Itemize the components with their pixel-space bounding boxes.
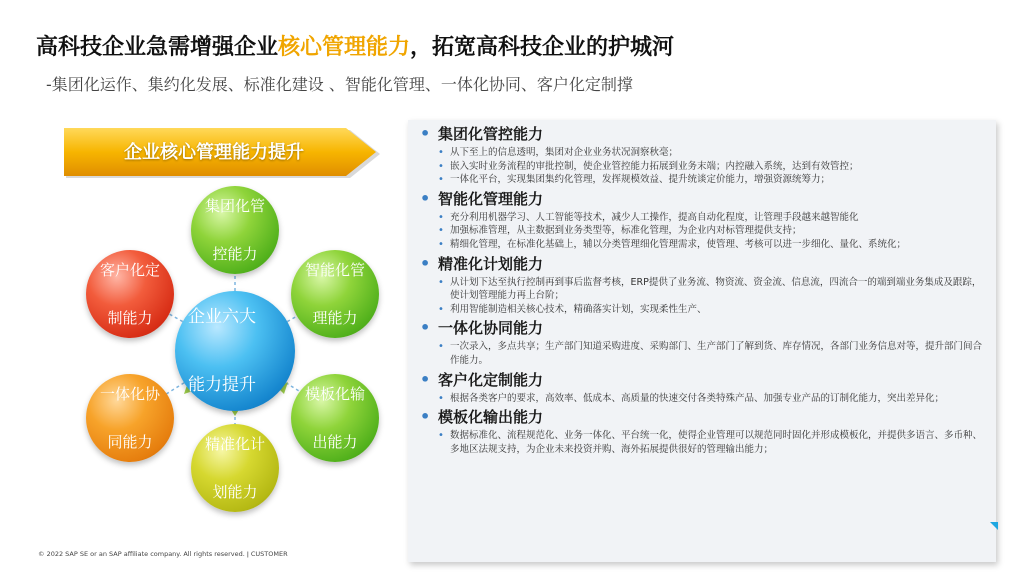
list-item: • 一体化平台，实现集团集约化管理，发挥规模效益、提升统谈定价能力，增强资源统筹力； (438, 173, 996, 187)
capability-diagram (70, 186, 400, 516)
node-intelligent-management-line1: 智能化管 (304, 261, 365, 279)
section-title: • 集团化管控能力 (438, 122, 996, 146)
node-group-control-line1: 集团化管 (204, 197, 265, 215)
node-template-output (291, 374, 379, 462)
title-highlight: 核心管理能力 (278, 35, 411, 60)
node-group-control (191, 186, 279, 274)
node-intelligent-management-line2: 理能力 (312, 309, 358, 327)
section-group-control (408, 122, 996, 187)
node-integrated-collaboration-line2: 同能力 (107, 433, 153, 451)
list-item: • 精细化管理，在标准化基础上，辅以分类管理细化管理需求，使管理、考核可以进一步细化、量化、系统化； (438, 238, 996, 252)
node-intelligent-management (291, 250, 379, 338)
title-suffix: ，拓宽高科技企业的护城河 (410, 35, 675, 60)
list-item: • 从下至上的信息透明，集团对企业业务状况洞察秋毫； (438, 146, 996, 160)
list-item: • 一次录入，多点共享；生产部门知道采购进度、采购部门、生产部门了解到货、库存情况，各部门业务信息对等，提升部门间合作能力。 (438, 340, 996, 367)
node-customer-customization-line1: 客户化定 (99, 261, 160, 279)
page-title (36, 30, 674, 61)
node-integrated-collaboration (86, 374, 174, 462)
list-item: • 嵌入实时业务流程的审批控制，使企业管控能力拓展到业务末端；内控融入系统，达到有效管控； (438, 160, 996, 174)
node-center-line1: 企业六大 (188, 307, 256, 327)
node-center (175, 291, 295, 411)
section-title: • 智能化管理能力 (438, 187, 996, 211)
list-item: • 数据标准化、流程规范化、业务一体化、平台统一化，使得企业管理可以规范同时固化并形成模板化，并提供多语言、多币种、多地区法规支持，为企业未来投资并购、海外拓展提供很好的管理输出能力； (438, 429, 996, 456)
capability-details-panel (408, 120, 996, 562)
title-prefix: 高科技企业急需增强企业 (36, 35, 279, 60)
page-subtitle: -集团化运作、集约化发展、标准化建设 、智能化管理、一体化协同、客户化定制撑 (46, 75, 633, 94)
node-template-output-line2: 出能力 (312, 433, 358, 451)
node-customer-customization-line2: 制能力 (107, 309, 153, 327)
section-title: • 模板化输出能力 (438, 405, 996, 429)
section-intelligent-management (408, 187, 996, 252)
section-title: • 一体化协同能力 (438, 316, 996, 340)
section-precise-planning (408, 252, 996, 317)
node-precise-planning-line1: 精准化计 (204, 435, 265, 453)
capability-banner (64, 126, 384, 182)
list-item: • 从计划下达至执行控制再到事后监督考核，ERP提供了业务流、物资流、资金流、信息流，四流合一的端到端业务集成及跟踪，使计划管理能力再上台阶； (438, 276, 996, 303)
list-item: • 充分利用机器学习、人工智能等技术，减少人工操作，提高自动化程度，让管理手段越来越智能化 (438, 211, 996, 225)
node-integrated-collaboration-line1: 一体化协 (99, 385, 160, 403)
list-item: • 加强标准管理，从主数据到业务类型等，标准化管理，为企业内对标管理提供支持； (438, 224, 996, 238)
corner-accent-mark (990, 522, 998, 530)
node-customer-customization (86, 250, 174, 338)
list-item: • 利用智能制造相关核心技术，精确落实计划，实现柔性生产、 (438, 303, 996, 317)
node-precise-planning (191, 424, 279, 512)
list-item: • 根据各类客户的要求，高效率、低成本、高质量的快速交付各类特殊产品、加强专业产品的订制化能力，突出差异化； (438, 392, 996, 406)
section-title: • 客户化定制能力 (438, 368, 996, 392)
banner-label: 企业核心管理能力提升 (124, 142, 304, 163)
section-template-output (408, 405, 996, 456)
node-template-output-line1: 模板化输 (304, 385, 365, 403)
section-title: • 精准化计划能力 (438, 252, 996, 276)
section-customer-customization (408, 368, 996, 406)
node-group-control-line2: 控能力 (212, 245, 258, 263)
footer-copyright: © 2022 SAP SE or an SAP affiliate company. All rights reserved. ǀ CUSTOMER (38, 550, 288, 558)
node-center-line2: 能力提升 (188, 375, 256, 395)
section-integrated-collaboration (408, 316, 996, 367)
node-precise-planning-line2: 划能力 (212, 483, 258, 501)
